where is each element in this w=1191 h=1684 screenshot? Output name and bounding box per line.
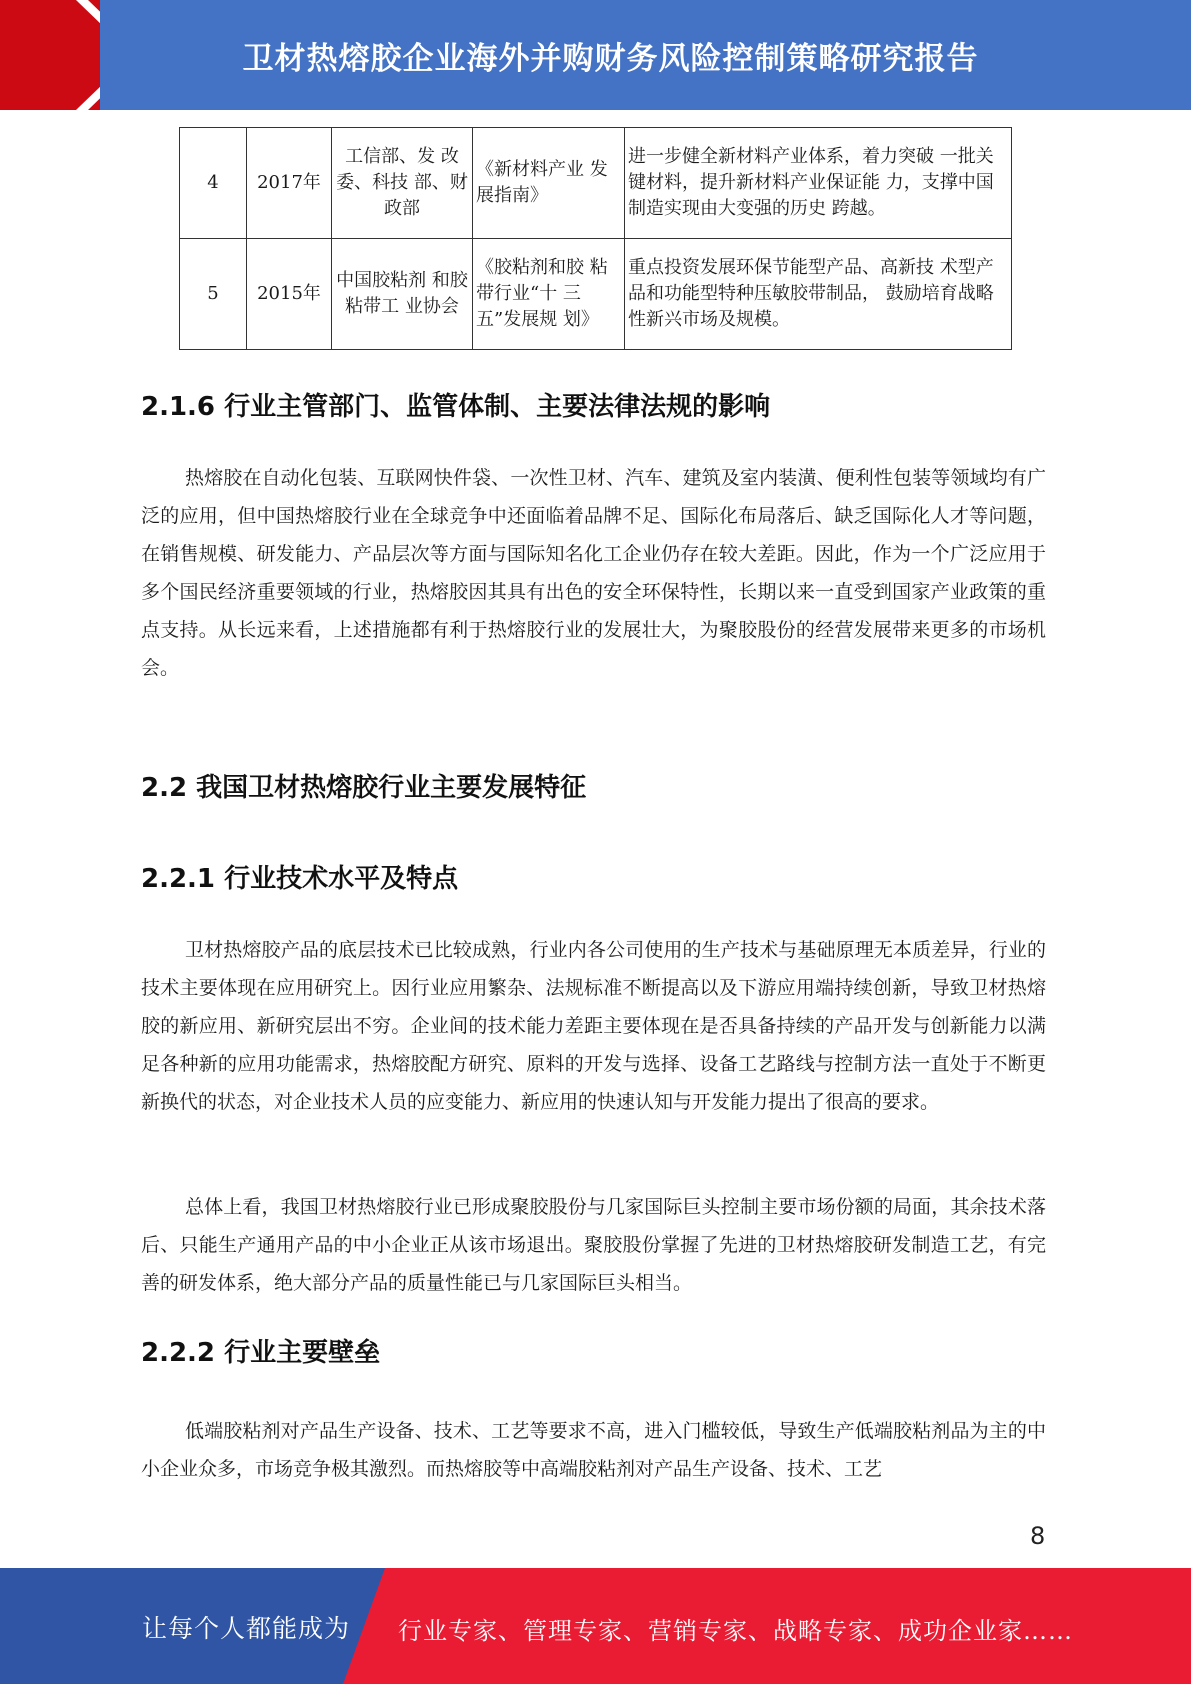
cell-dept: 工信部、发 改委、科技 部、财政部 — [332, 128, 473, 239]
section-heading-2-2-1: 2.2.1 行业技术水平及特点 — [141, 864, 459, 894]
cell-content: 重点投资发展环保节能型产品、高新技 术型产品和功能型特种压敏胶带制品， 鼓励培育战略性新兴市场及规模。 — [625, 239, 1012, 350]
table-row — [180, 239, 1012, 350]
cell-no: 4 — [180, 128, 247, 239]
cell-doc: 《新材料产业 发展指南》 — [473, 128, 625, 239]
footer-slogan-left: 让每个人都能成为 — [142, 1614, 351, 1643]
page-number: 8 — [1030, 1522, 1046, 1550]
table-row — [180, 128, 1012, 239]
cell-dept: 中国胶粘剂 和胶粘带工 业协会 — [332, 239, 473, 350]
paragraph: 热熔胶在自动化包装、互联网快件袋、一次性卫材、汽车、建筑及室内装潢、便利性包装等领域均有广泛的应用，但中国热熔胶行业在全球竞争中还面临着品牌不足、国际化布局落后、缺乏国际化人才等问题，在销售规模、研发能力、产品层次等方面与国际知名化工企业仍存在较大差距。因此，作为一个广泛应用于多个国民经济重要领域的行业，热熔胶因其具有出色的安全环保特性，长期以来一直受到国家产业政策的重点支持。从长远来看，上述措施都有利于热熔胶行业的发展壮大，为聚胶股份的经营发展带来更多的市场机会。 — [141, 467, 1046, 679]
cell-no: 5 — [180, 239, 247, 350]
section-heading-2-1-6: 2.1.6 行业主管部门、监管体制、主要法律法规的影响 — [141, 392, 771, 422]
section-heading-2-2-2: 2.2.2 行业主要壁垒 — [141, 1338, 381, 1368]
footer-slogan-right: 行业专家、管理专家、营销专家、战略专家、成功企业家…… — [398, 1617, 1073, 1645]
cell-year: 2017年 — [247, 128, 332, 239]
policy-table — [179, 127, 1012, 350]
cell-content: 进一步健全新材料产业体系，着力突破 一批关键材料，提升新材料产业保证能 力，支撑中国制造实现由大变强的历史 跨越。 — [625, 128, 1012, 239]
cell-year: 2015年 — [247, 239, 332, 350]
cell-doc: 《胶粘剂和胶 粘带行业“十 三五”发展规 划》 — [473, 239, 625, 350]
paragraph: 总体上看，我国卫材热熔胶行业已形成聚胶股份与几家国际巨头控制主要市场份额的局面，其余技术落后、只能生产通用产品的中小企业正从该市场退出。聚胶股份掌握了先进的卫材热熔胶研发制造工艺，有完善的研发体系，绝大部分产品的质量性能已与几家国际巨头相当。 — [141, 1196, 1046, 1294]
section-heading-2-2: 2.2 我国卫材热熔胶行业主要发展特征 — [141, 773, 587, 803]
paragraph: 卫材热熔胶产品的底层技术已比较成熟，行业内各公司使用的生产技术与基础原理无本质差异，行业的技术主要体现在应用研究上。因行业应用繁杂、法规标准不断提高以及下游应用端持续创新，导致卫材热熔胶的新应用、新研究层出不穷。企业间的技术能力差距主要体现在是否具备持续的产品开发与创新能力以满足各种新的应用功能需求，热熔胶配方研究、原料的开发与选择、设备工艺路线与控制方法一直处于不断更新换代的状态，对企业技术人员的应变能力、新应用的快速认知与开发能力提出了很高的要求。 — [141, 939, 1046, 1113]
report-title: 卫材热熔胶企业海外并购财务风险控制策略研究报告 — [242, 40, 979, 77]
paragraph: 低端胶粘剂对产品生产设备、技术、工艺等要求不高，进入门槛较低，导致生产低端胶粘剂品为主的中小企业众多，市场竞争极其激烈。而热熔胶等中高端胶粘剂对产品生产设备、技术、工艺 — [141, 1420, 1046, 1480]
